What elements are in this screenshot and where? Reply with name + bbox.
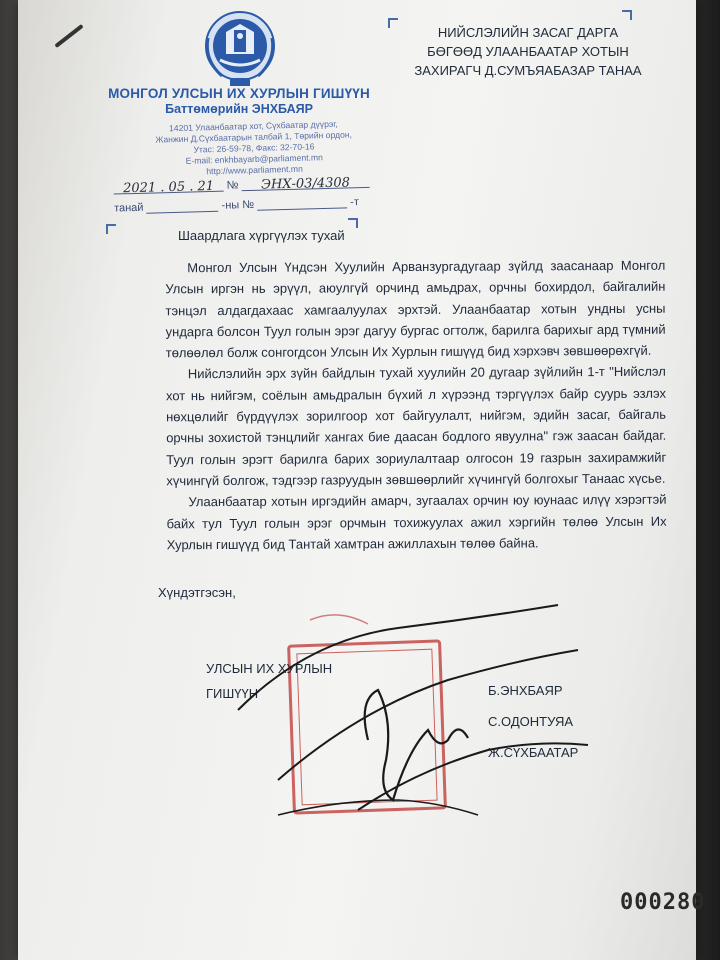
recipient-line: НИЙСЛЭЛИЙН ЗАСАГ ДАРГА bbox=[437, 25, 619, 40]
recipient-block bbox=[398, 23, 658, 80]
org-title: МОНГОЛ УЛСЫН ИХ ХУРЛЫН ГИШҮҮН bbox=[108, 86, 370, 101]
address-line: Утас: 26-59-78, Факс: 32-70-16 bbox=[193, 141, 315, 155]
signer-name: Ж.СҮХБААТАР bbox=[488, 745, 579, 760]
blank-line bbox=[146, 199, 218, 214]
blank-line bbox=[257, 195, 347, 210]
corner-mark bbox=[622, 10, 632, 20]
letter-date: 2021 . 05 . 21 bbox=[113, 179, 223, 195]
t-label: -т bbox=[350, 196, 360, 209]
reference-block bbox=[113, 174, 384, 229]
recipient-line: ЗАХИРАГЧ Д.СУМЪЯАБАЗАР ТАНАА bbox=[414, 63, 642, 78]
recipient-line: БӨГӨӨД УЛААНБААТАР ХОТЫН bbox=[427, 44, 629, 59]
state-emblem-icon bbox=[196, 8, 284, 90]
ny-label: -ны bbox=[221, 199, 240, 212]
serial-number: 000280 bbox=[620, 890, 706, 915]
member-name: Баттөмөрийн ЭНХБАЯР bbox=[165, 102, 313, 116]
signature-title-line: УЛСЫН ИХ ХУРЛЫН bbox=[206, 661, 333, 676]
address-line: 14201 Улаанбаатар хот, Сүхбаатар дүүрэг, bbox=[168, 118, 338, 134]
body-paragraph: Нийслэлийн эрх зүйн байдлын тухай хуулийн 20 дугаар зүйлийн 1-т "Нийслэл хот нь нийгэм, соёлын амьдралын бүхий л хүрээнд тэргүүлэх байр суурь эзлэх нөхцөлийг бүрдүүлэх зорилгоор хот байгуулалт, нийгэм, эдийн засаг, байгаль орчны зохистой тэнцлийг хангах бие даасан бодлого явуулна" гэж заасан байдаг. Туул голын эрэгт барилга барих зориулалтаар олгосон 19 газрын захирамжийг хүчингүй болгож, тэдгээр газруудын зөвшөөрлийг хүчингүй болгохыг Танаас хүсье. bbox=[165, 364, 667, 489]
number-mark: № bbox=[226, 179, 239, 192]
letter-body bbox=[165, 255, 667, 556]
closing-line: Хүндэтгэсэн, bbox=[158, 585, 236, 600]
corner-mark bbox=[388, 18, 398, 28]
letter-number: ЭНХ-03/4308 bbox=[241, 175, 369, 191]
handwritten-signatures bbox=[218, 600, 598, 840]
signer-name: Б.ЭНХБАЯР bbox=[488, 683, 563, 698]
letter-page bbox=[18, 0, 706, 960]
org-header bbox=[104, 86, 374, 116]
corner-mark bbox=[348, 218, 358, 228]
signature-title-line: ГИШҮҮН bbox=[206, 686, 259, 701]
address-line: Жанжин Д.Сүхбаатарын талбай 1, Төрийн ордон, bbox=[155, 129, 353, 145]
to-label: танай bbox=[113, 201, 144, 215]
corner-mark bbox=[106, 224, 116, 234]
signer-name: С.ОДОНТУЯА bbox=[488, 714, 574, 729]
body-paragraph: Улаанбаатар хотын иргэдийн амарч, зугаалах орчин юу юунаас илүү хэрэгтэй байх тул Туул голын эрэг орчмын тохижуулах ажил хэргийн төлөө Улсын Их Хурлын гишүүд бид Тантай хамтран ажиллахын төлөө байна. bbox=[166, 491, 667, 553]
subject-line: Шаардлага хүргүүлэх тухай bbox=[178, 228, 345, 243]
address-block bbox=[133, 118, 374, 179]
number-mark-2: № bbox=[242, 198, 255, 212]
body-paragraph: Монгол Улсын Үндсэн Хуулийн Арванзургадугаар зүйлд заасанаар Монгол Улсын иргэн нь эрүүл, аюулгүй орчинд амьдрах, орчны бохирдол, байгалийн тэнцэл алдагдахаас хамгаалуулах эрхтэй. Улаанбаатар хотын ундны усны ундарга болсон Туул голын эрэг дагуу бургас огтолж, барилга барихыг ард түмний төлөөлөл болж сонгогдсон Улсын Их Хурлын гишүүд бид хэрхэвч зөвшөөрөхгүй. bbox=[165, 257, 666, 361]
address-line: E-mail: enkhbayarb@parliament.mn bbox=[185, 152, 323, 166]
pen-tip bbox=[54, 24, 83, 48]
address-line: http://www.parliament.mn bbox=[206, 163, 303, 177]
